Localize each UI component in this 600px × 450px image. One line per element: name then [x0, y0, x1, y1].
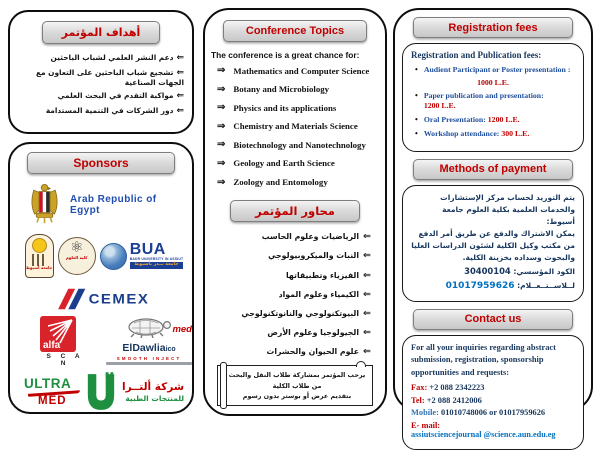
bua-logo [100, 243, 184, 270]
objective-text: تشجيع شباب الباحثين على التعاون مع الجهات الصناعية [36, 68, 184, 87]
topic-item [217, 121, 385, 132]
ultra-arabic-line2: للمنتجات الطبية [122, 394, 184, 403]
theme-text: علوم الحيوان والحشرات [267, 347, 360, 356]
arrow-right-icon: ⇒ [217, 65, 225, 76]
objectives-list [16, 53, 184, 116]
topic-item [217, 158, 385, 169]
topics-intro: The conference is a great chance for: [211, 50, 385, 60]
payment-paragraph2: يمكن الاشتراك والدفع عن طريق أمر الدفع من مكتب وكيل الكلية لشئون الدراسات العليا والبحوث وسداده بخزينة الكلية. [411, 228, 575, 264]
fee-item [415, 129, 575, 139]
topic-item [217, 177, 385, 188]
assiut-university-logo [25, 234, 54, 278]
sun-icon [32, 238, 47, 253]
sponsor-row-egypt [28, 181, 186, 229]
objective-item [16, 53, 184, 63]
bullet-icon: • [415, 129, 418, 139]
arrow-left-icon: ⇐ [363, 346, 371, 357]
topic-text: Zoology and Entomology [233, 177, 327, 187]
theme-text: الكيمياء وعلوم المواد [279, 290, 359, 299]
theme-text: النبات والميكروبيولوجي [268, 251, 359, 260]
topic-item [217, 65, 385, 76]
atom-icon: ⚛ [59, 240, 95, 256]
dawlia-name [106, 343, 192, 355]
faculty-of-science-logo [58, 237, 96, 275]
egypt-eagle-icon [28, 181, 61, 229]
fee-list [411, 91, 575, 139]
sponsor-row-cemex [10, 286, 192, 312]
turtle-icon [122, 316, 176, 338]
topic-text: Biotechnology and Nanotechnology [233, 140, 365, 150]
fee-list [411, 65, 575, 75]
arrow-right-icon: ⇒ [217, 121, 225, 132]
contact-us-title: Contact us [413, 309, 573, 330]
sponsors-title: Sponsors [27, 152, 175, 174]
egypt-label: Arab Republic of Egypt [70, 194, 186, 216]
payment-paragraph1: يتم التوريد لحساب مركز الإستشارات والخدمات العلمية بكلية العلوم جامعة أسيوط: [411, 192, 575, 228]
sponsors-panel [8, 142, 194, 414]
themes-title: محاور المؤتمر [230, 200, 360, 222]
alfa-scan-logo [40, 316, 90, 367]
bua-subtitle: BADR UNIVERSITY IN ASSIUT [130, 258, 184, 261]
institutional-code-row [411, 265, 575, 278]
fee-label: Audient Participant or Poster presentation : [424, 65, 571, 75]
fee-label: Workshop attendance: [424, 129, 500, 138]
email-label: E- mail: [411, 421, 440, 430]
dawlia-tagline: SMOOTH INJECT [106, 356, 192, 361]
bullet-icon: • [415, 65, 418, 75]
theme-item [205, 327, 371, 338]
faculty-of-science-caption: كلية العلوم [59, 256, 95, 261]
bullet-icon: • [415, 91, 418, 110]
tel-row [411, 396, 575, 405]
objective-text: دعم النشر العلمي لشباب الباحثين [51, 53, 174, 62]
fax-value: +2 088 2342223 [429, 383, 484, 392]
sponsor-row-universities [18, 234, 190, 278]
mobile-label: Mobile: [411, 408, 439, 417]
arrow-left-icon: ⇐ [363, 270, 371, 281]
arrow-left-icon: ⇐ [363, 250, 371, 261]
cemex-wordmark: CEMEX [89, 291, 150, 307]
topic-text: Botany and Microbiology [233, 84, 329, 94]
globe-icon [100, 243, 127, 270]
dawlia-med-logo [106, 316, 192, 365]
arrow-right-icon: ⇒ [217, 158, 225, 169]
topic-item [217, 139, 385, 150]
banner-line2: بتقديم عرض أو بوستر بدون رسوم [228, 391, 366, 401]
mobile-row [411, 408, 575, 417]
ultra-text: ULTRA [24, 377, 80, 391]
alfa-square-icon [40, 316, 76, 352]
bua-arabic-strip: جامعة بــدر بأسيوط [130, 262, 184, 269]
theme-text: الفيزياء وتطبيقاتها [286, 271, 359, 280]
arrow-left-icon: ⇐ [176, 68, 184, 78]
ultra-med-text: MED [38, 396, 80, 408]
topic-text: Mathematics and Computer Science [233, 66, 369, 76]
payment-methods-title: Methods of payment [413, 159, 573, 180]
dawlia-med-text: med [172, 324, 192, 335]
theme-text: البيوتكنولوجي والنانوتكنولوجي [241, 309, 359, 318]
fee-label: Oral Presentation: [424, 115, 486, 124]
topic-item [217, 102, 385, 113]
bullet-icon: • [415, 115, 418, 125]
students-welcome-banner [217, 365, 373, 406]
dawlia-ico-text: ico [166, 346, 176, 353]
alfa-scan-caption: S C A N [40, 353, 90, 367]
contact-us-box [402, 335, 584, 450]
fee-label: Paper publication and presentation: [424, 91, 544, 100]
topics-title: Conference Topics [223, 20, 367, 42]
alfa-name: alfa [43, 340, 60, 351]
arrow-left-icon: ⇐ [363, 289, 371, 300]
topics-list [205, 65, 385, 195]
arrow-left-icon: ⇐ [363, 327, 371, 338]
tel-label: Tel: [411, 396, 425, 405]
arrow-left-icon: ⇐ [176, 91, 184, 101]
code-value: 30400104 [464, 266, 511, 276]
ultra-med-wordmark [24, 377, 80, 407]
topic-item [217, 84, 385, 95]
theme-item [205, 250, 371, 261]
fee-value: 1200 L.E. [488, 115, 520, 124]
topic-text: Geology and Earth Science [233, 158, 334, 168]
fee-value-centered: 1000 L.E. [411, 78, 575, 87]
objective-text: مواكبة التقدم في البحث العلمي [58, 91, 174, 100]
arrow-left-icon: ⇐ [176, 53, 184, 63]
arrow-right-icon: ⇒ [217, 139, 225, 150]
theme-item [205, 346, 371, 357]
registration-fees-title: Registration fees [413, 17, 573, 38]
arrow-left-icon: ⇐ [176, 106, 184, 116]
fee-item [415, 115, 575, 125]
payment-methods-box [402, 185, 584, 302]
registration-fees-box [402, 43, 584, 152]
fee-value: 300 L.E. [501, 129, 529, 138]
theme-text: الرياضيات وعلوم الحاسب [262, 232, 359, 241]
objective-text: دور الشركات في التنمية المستدامة [46, 106, 174, 115]
inquiry-phone-value: 01017959626 [446, 281, 515, 291]
cemex-stripes-icon [53, 286, 87, 312]
fee-item [415, 91, 575, 110]
fees-payment-contact-panel [393, 8, 593, 412]
bua-name: BUA [130, 243, 184, 257]
objective-item [16, 106, 184, 116]
arrow-left-icon: ⇐ [363, 231, 371, 242]
objective-item [16, 68, 184, 87]
email-value: assiutsciencejournal @science.aun.edu.eg [411, 430, 575, 439]
fax-row [411, 383, 575, 392]
inquiry-label: لــلاســتــعــلام: [517, 281, 575, 290]
arrow-right-icon: ⇒ [217, 102, 225, 113]
objectives-title: أهداف المؤتمر [42, 21, 160, 44]
topic-text: Physics and its applications [233, 103, 336, 113]
theme-item [205, 231, 371, 242]
topic-text: Chemistry and Materials Science [233, 121, 357, 131]
arrow-right-icon: ⇒ [217, 84, 225, 95]
ultra-u-icon [85, 372, 117, 412]
inquiry-phone-row [411, 279, 575, 293]
topics-panel [203, 8, 387, 416]
registration-heading: Registration and Publication fees: [411, 50, 575, 60]
theme-text: الجيولوجيا وعلوم الأرض [267, 328, 359, 337]
mobile-value: 01010748006 or 01017959626 [441, 408, 545, 417]
theme-item [205, 308, 371, 319]
banner-line1: يرحب المؤتمر بمشاركة طلاب النقل والبحث من طلاب الكلية [228, 370, 366, 391]
theme-item [205, 289, 371, 300]
arrow-right-icon: ⇒ [217, 177, 225, 188]
ultra-arabic-line1: شركة ألتــرا [122, 381, 184, 394]
dawlia-name-text: ElDawlia [122, 342, 165, 354]
contact-intro: For all your inquiries regarding abstract submission, registration, sponsorship opportunities and requests: [411, 342, 575, 380]
themes-list [205, 231, 385, 365]
sponsor-row-ultra [24, 372, 192, 412]
assiut-university-caption: جامعة أسيوط [26, 266, 53, 271]
objectives-panel [8, 10, 194, 134]
sponsor-row-alfa-dawlia [40, 316, 192, 367]
fax-label: Fax: [411, 383, 427, 392]
fee-value: 1200 L.E. [424, 101, 456, 110]
ultra-arabic-name [122, 381, 184, 404]
fee-item [415, 65, 575, 75]
theme-item [205, 270, 371, 281]
objective-item [16, 91, 184, 101]
tel-value: +2 088 2412006 [427, 396, 482, 405]
dawlia-divider [106, 362, 192, 365]
code-label: الكود المؤسسي: [513, 267, 575, 276]
arrow-left-icon: ⇐ [363, 308, 371, 319]
